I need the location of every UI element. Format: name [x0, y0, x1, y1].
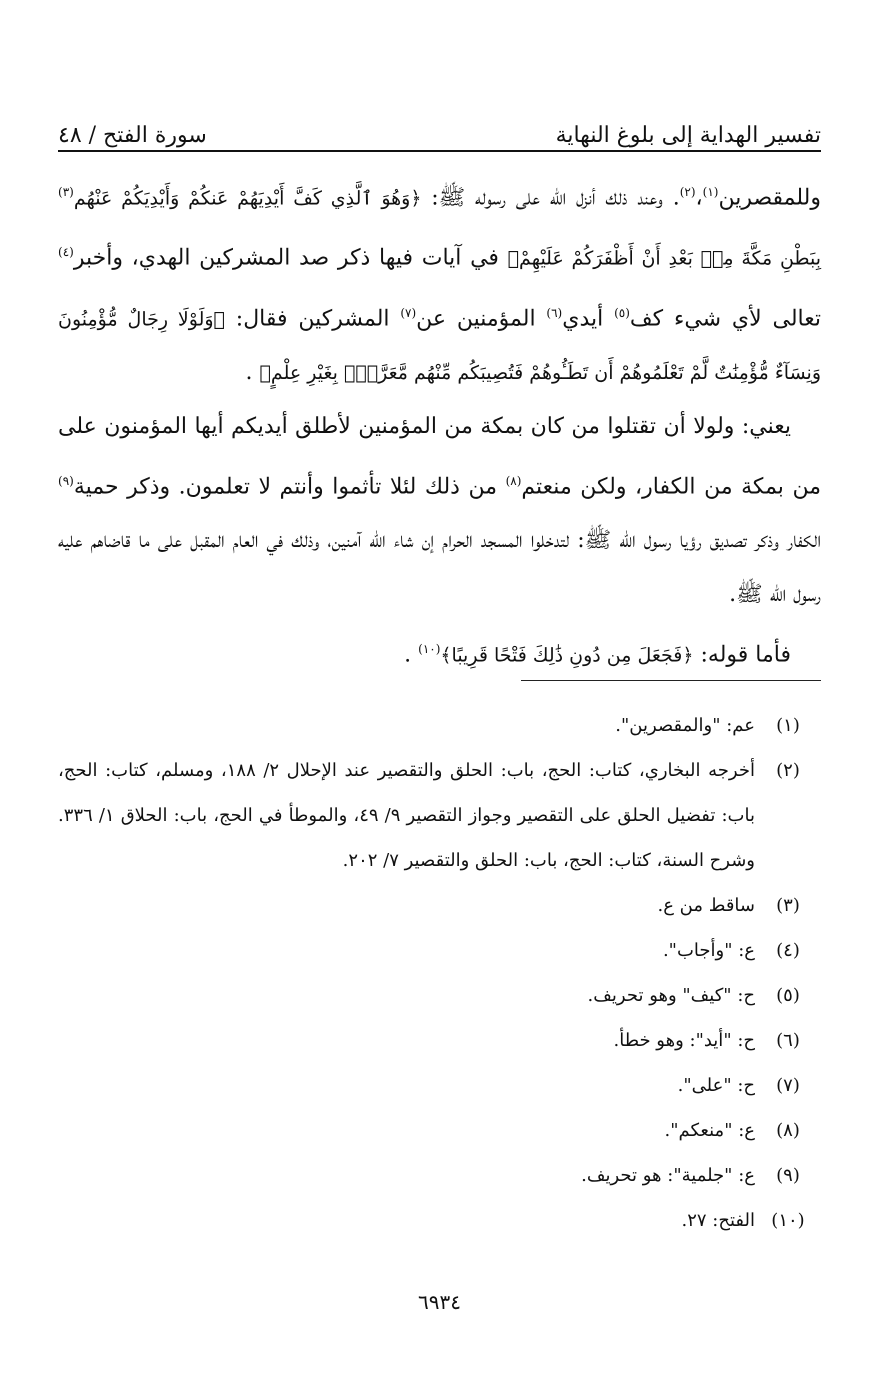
footnote-item: [58, 703, 821, 748]
footnote-text: ح: "على".: [677, 1075, 755, 1096]
text-run: . وعند ذلك أنزل الله على رسوله ﷺ:: [431, 185, 680, 211]
footnote-text: ع: "وأجاب".: [662, 940, 755, 961]
footnote-number: (٨): [776, 1120, 800, 1141]
footnote-item: [58, 1198, 821, 1243]
footnote-item: [58, 1108, 821, 1153]
footnote-item: [58, 1018, 821, 1063]
footnote-text: الفتح: ٢٧.: [681, 1210, 755, 1231]
footnote-marker-6: (٦): [546, 305, 563, 320]
footnote-marker-7: (٧): [400, 305, 417, 320]
footnote-separator: [521, 680, 821, 681]
text-run: من ذلك لئلا تأثموا وأنتم لا تعلمون. وذكر حمية: [73, 474, 498, 500]
footnote-number: (٧): [776, 1075, 800, 1096]
footnote-number: (٥): [776, 985, 800, 1006]
footnote-marker-9: (٩): [58, 473, 74, 488]
footnote-text: عم: "والمقصرين".: [615, 715, 755, 736]
quran-verse: ﴿وَهُوَ ٱلَّذِي كَفَّ أَيْدِيَهُمْ عَنكُمْ وَأَيْدِيَكُمْ عَنْهُم: [73, 187, 422, 210]
text-run: فأما قوله:: [700, 642, 791, 668]
text-run: ،: [695, 185, 703, 211]
footnote-item: [58, 883, 821, 928]
footnote-marker-10: (١٠): [418, 642, 441, 657]
footnote-marker-2: (٢): [679, 185, 696, 199]
text-run: في آيات فيها ذكر صد المشركين الهدي، وأخبر: [73, 245, 499, 271]
footnote-marker-5: (٥): [614, 305, 630, 320]
footnote-item: [58, 1063, 821, 1108]
footnote-item: [58, 928, 821, 973]
text-run: الكفار وذكر تصديق رؤيا رسول الله ﷺ: لتدخلوا المسجد الحرام إن شاء الله آمنين، وذلك في العام المقبل على ما قاضاهم عليه رسول الله ﷺ.: [58, 528, 821, 608]
header-rule: [58, 150, 821, 152]
book-title: تفسير الهداية إلى بلوغ النهاية: [555, 123, 821, 148]
paragraph-1: [58, 165, 821, 400]
footnote-text: ساقط من ع.: [657, 895, 755, 916]
text-run: يعني: ولولا أن تقتلوا من كان بمكة من المؤمنين لأطلق أيديكم أيها المؤمنون على من بمكة من الكفار، ولكن منعتم: [58, 413, 821, 500]
text-run: تعالى لأي شيء كف: [629, 305, 821, 331]
quran-verse: بِبَطْنِ مَكَّةَ مِنۢ بَعْدِ أَنْ أَظْفَرَكُمْ عَلَيْهِمْ﴾: [507, 247, 822, 270]
footnote-number: (٩): [776, 1165, 800, 1186]
footnote-text: أخرجه البخاري، كتاب: الحج، باب: الحلق والتقصير عند الإحلال ٢/ ١٨٨، ومسلم، كتاب: الحج، باب: تفضيل الحلق على التقصير وجواز التقصير ٩/ ٤٩، والموطأ في الحج، باب: الحلاق ١/ ٣٣٦. وشرح السنة، كتاب: الحج، باب: الحلق والتقصير ٧/ ٢٠٢.: [58, 760, 755, 871]
footnote-item: [58, 748, 821, 883]
footnote-marker-1: (١): [702, 185, 719, 199]
paragraph-2: [58, 400, 821, 622]
footnote-number: (١): [776, 715, 800, 736]
footnote-marker-8: (٨): [505, 473, 522, 488]
page-number: ٦٩٣٤: [418, 1290, 461, 1314]
footnote-number: (٦): [776, 1030, 800, 1051]
text-run: المؤمنين عن: [416, 305, 536, 331]
footnote-number: (١٠): [771, 1210, 805, 1231]
text-run: .: [404, 642, 412, 668]
footnote-item: [58, 973, 821, 1018]
text-run: وللمقصرين: [718, 185, 821, 211]
quran-verse: ﴿وَلَوْلَا رِجَالٌ مُّؤْمِنُونَ وَنِسَآءٌ مُّؤْمِنَٰتٌ لَّمْ تَعْلَمُوهُمْ أَن تَطَـُٔوهُمْ فَتُصِيبَكُم مِّنْهُم مَّعَرَّةٌۢ بِغَيْرِ عِلْمٍ﴾: [58, 307, 821, 384]
footnote-text: ح: "أيد": وهو خطأ.: [613, 1030, 755, 1051]
footnote-number: (٢): [776, 760, 800, 781]
footnote-number: (٤): [776, 940, 800, 961]
footnote-text: ع: "جلمية": هو تحريف.: [581, 1165, 755, 1186]
footnotes: [58, 703, 821, 1243]
main-text: [58, 165, 821, 683]
footnote-number: (٣): [776, 895, 800, 916]
footnote-text: ع: "منعكم".: [664, 1120, 755, 1141]
footnote-marker-3: (٣): [58, 185, 74, 199]
running-header: [58, 108, 821, 148]
surah-label: سورة الفتح / ٤٨: [58, 123, 207, 148]
footnote-text: ح: "كيف" وهو تحريف.: [587, 985, 755, 1006]
text-run: .: [245, 359, 253, 385]
paragraph-3: [58, 622, 821, 682]
text-run: أيدي: [562, 305, 604, 331]
quran-verse: ﴿فَجَعَلَ مِن دُونِ ذَٰلِكَ فَتْحًا قَرِيبًا﴾: [440, 644, 694, 667]
footnote-item: [58, 1153, 821, 1198]
footnote-marker-4: (٤): [58, 245, 74, 260]
text-run: المشركين فقال:: [235, 305, 390, 331]
